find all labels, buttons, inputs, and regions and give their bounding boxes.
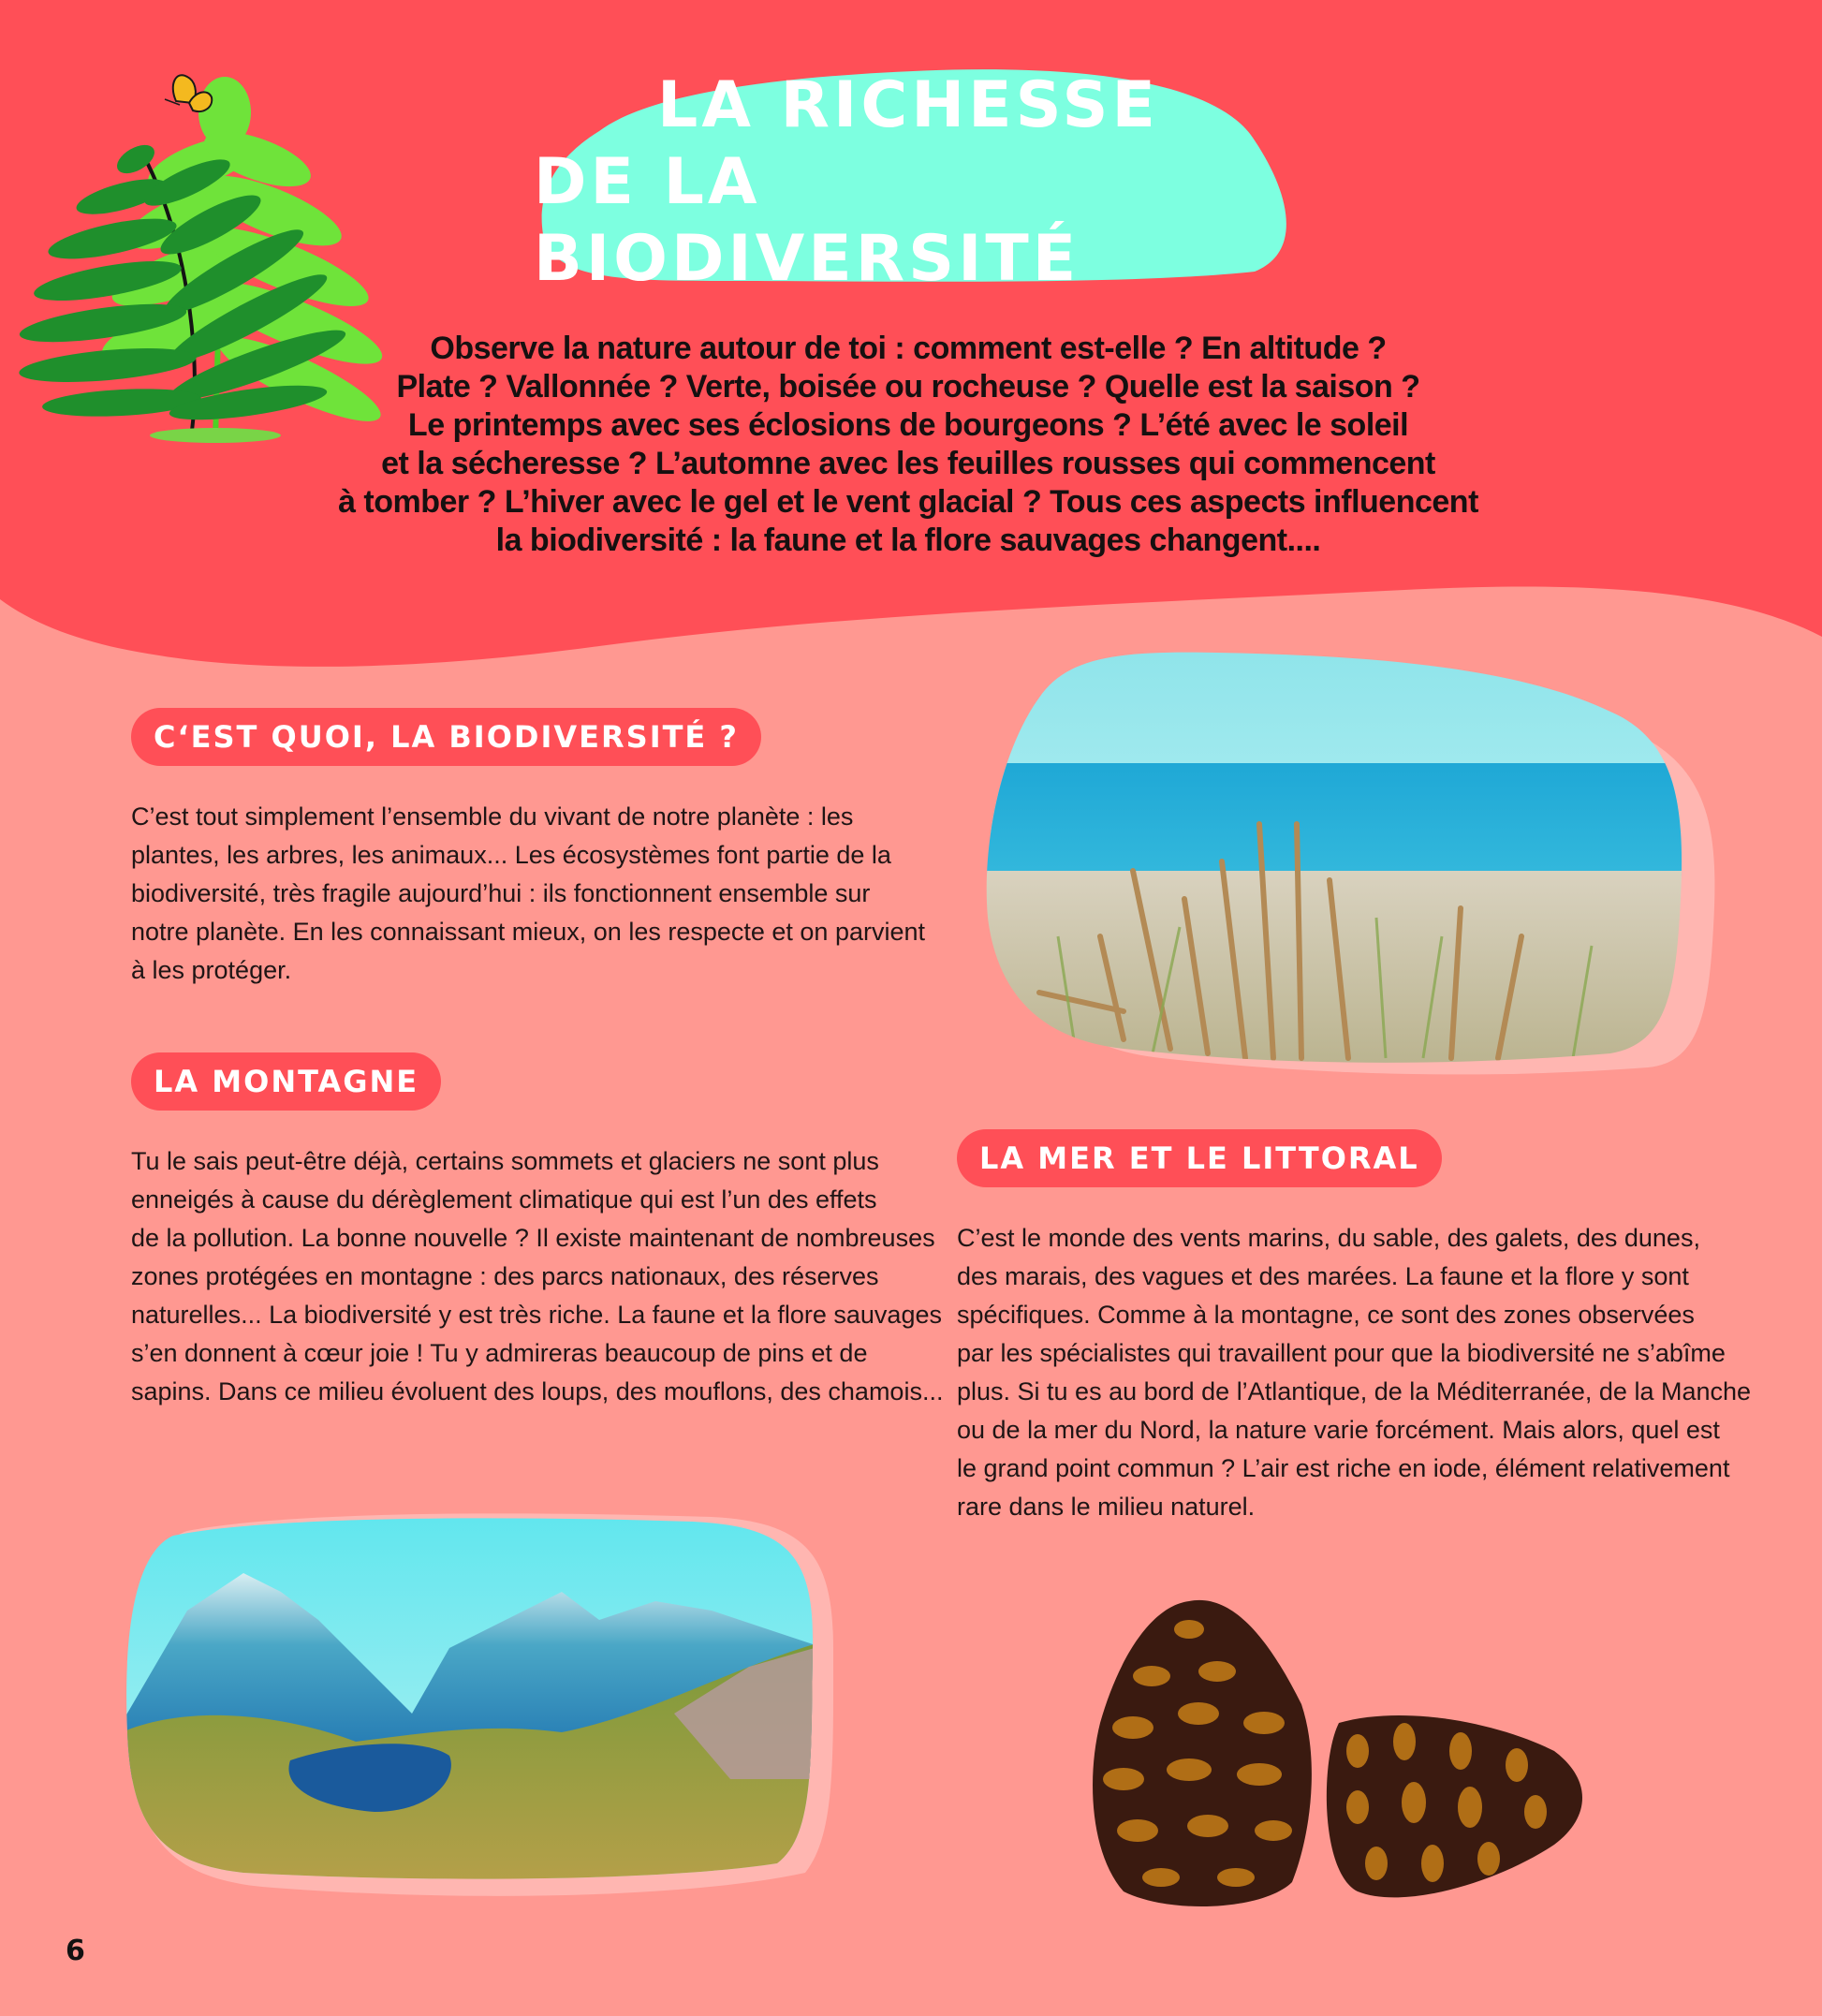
body-line: notre planète. En les connaissant mieux, on les respecte et on parvient [131, 918, 926, 946]
body-line: spécifiques. Comme à la montagne, ce sont des zones observées [957, 1301, 1695, 1329]
mountain-photo [122, 1508, 833, 1901]
body-line: rare dans le milieu naturel. [957, 1493, 1256, 1521]
intro-line: Le printemps avec ses éclosions de bourgeons ? L’été avec le soleil [407, 407, 1409, 443]
page-title [534, 68, 1283, 296]
body-line: à les protéger. [131, 956, 292, 984]
body-line: s’en donnent à cœur joie ! Tu y admireras beaucoup de pins et de [131, 1339, 868, 1367]
intro-line: Observe la nature autour de toi : comment est-elle ? En altitude ? [430, 331, 1387, 366]
section-heading-mer-littoral: LA MER ET LE LITTORAL [957, 1129, 1442, 1187]
section-body-biodiversite [131, 798, 925, 990]
section-body-mer-littoral [957, 1219, 1751, 1526]
body-line: plus. Si tu es au bord de l’Atlantique, de la Méditerranée, de la Manche [957, 1377, 1752, 1405]
body-line: C’est le monde des vents marins, du sable, des galets, des dunes, [957, 1224, 1700, 1252]
body-line: sapins. Dans ce milieu évoluent des loups, des mouflons, des chamois... [131, 1377, 944, 1405]
body-line: ou de la mer du Nord, la nature varie forcément. Mais alors, quel est [957, 1416, 1720, 1444]
beach-photo [974, 646, 1714, 1077]
body-line: par les spécialistes qui travaillent pour que la biodiversité ne s’abîme [957, 1339, 1726, 1367]
body-line: plantes, les arbres, les animaux... Les écosystèmes font partie de la [131, 841, 891, 869]
section-body-montagne [131, 1142, 943, 1411]
body-line: le grand point commun ? L’air est riche en iode, élément relativement [957, 1454, 1730, 1482]
body-line: Tu le sais peut-être déjà, certains sommets et glaciers ne sont plus [131, 1147, 879, 1175]
intro-paragraph [337, 330, 1479, 560]
title-line-1: LA RICHESSE [657, 68, 1159, 142]
intro-line: la biodiversité : la faune et la flore sauvages changent.... [495, 522, 1321, 558]
intro-line: et la sécheresse ? L’automne avec les feuilles rousses qui commencent [381, 446, 1435, 481]
pinecones-illustration [1093, 1600, 1582, 1906]
body-line: de la pollution. La bonne nouvelle ? Il existe maintenant de nombreuses [131, 1224, 935, 1252]
body-line: naturelles... La biodiversité y est très riche. La faune et la flore sauvages [131, 1301, 942, 1329]
intro-line: à tomber ? L’hiver avec le gel et le vent glacial ? Tous ces aspects influencent [338, 484, 1478, 520]
body-line: C’est tout simplement l’ensemble du vivant de notre planète : les [131, 802, 854, 831]
section-heading-montagne: LA MONTAGNE [131, 1052, 441, 1111]
section-heading-biodiversite: C‘EST QUOI, LA BIODIVERSITÉ ? [131, 708, 761, 766]
body-line: des marais, des vagues et des marées. La faune et la flore y sont [957, 1262, 1689, 1290]
title-line-2: DE LA BIODIVERSITÉ [534, 145, 1080, 296]
body-line: zones protégées en montagne : des parcs nationaux, des réserves [131, 1262, 879, 1290]
body-line: enneigés à cause du dérèglement climatique qui est l’un des effets [131, 1185, 877, 1214]
body-line: biodiversité, très fragile aujourd’hui : ils fonctionnent ensemble sur [131, 879, 871, 907]
intro-line: Plate ? Vallonnée ? Verte, boisée ou rocheuse ? Quelle est la saison ? [396, 369, 1420, 405]
page-number: 6 [66, 1935, 85, 1967]
